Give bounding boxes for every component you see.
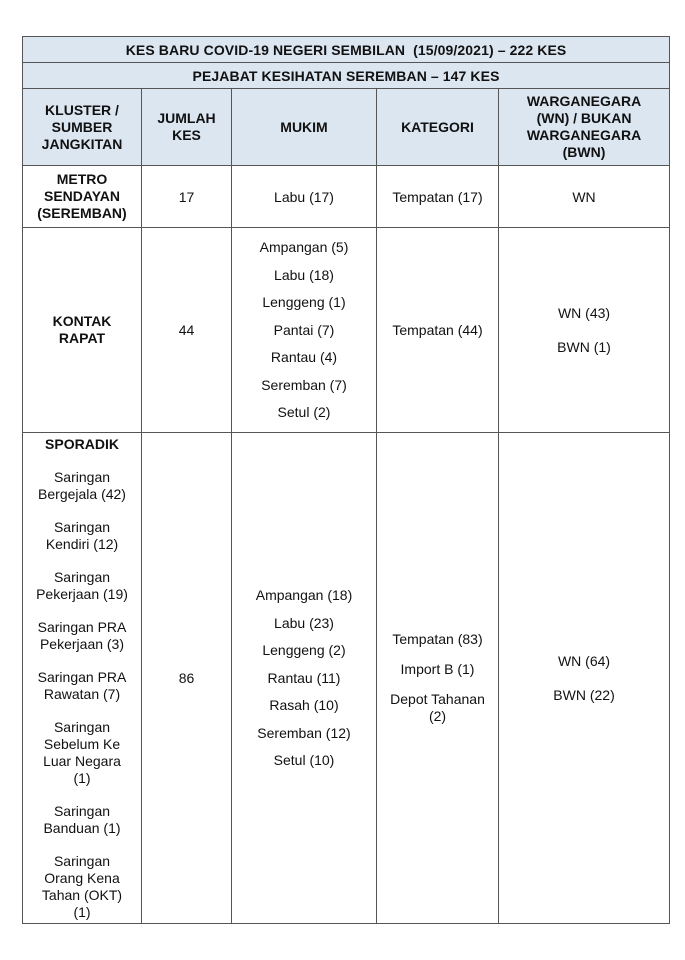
subitem-line: Saringan (53, 718, 111, 735)
mukim-item: Seremban (12) (257, 724, 351, 741)
header-wn-line: WARGANEGARA (526, 127, 642, 143)
header-mukim: MUKIM (232, 89, 377, 166)
wn-item: BWN (22) (553, 686, 615, 703)
table-title-row (23, 37, 670, 63)
subitem-line: Tahan (OKT) (41, 886, 123, 903)
jumlah-cell: 17 (142, 166, 232, 228)
subitem-line: Pekerjaan (19) (36, 585, 128, 602)
table-row (23, 433, 670, 924)
kluster-subitem (29, 719, 135, 787)
mukim-item: Labu (18) (274, 266, 334, 283)
subitem-line: Rawatan (7) (43, 685, 121, 702)
wn-item: BWN (1) (557, 338, 611, 355)
header-jumlah-line: JUMLAH (157, 110, 216, 126)
mukim-item: Seremban (7) (261, 376, 347, 393)
kluster-subitem (29, 569, 135, 603)
table-subtitle: PEJABAT KESIHATAN SEREMBAN – 147 KES (23, 63, 670, 89)
covid-case-table (22, 36, 670, 924)
subitem-line: Pekerjaan (3) (39, 635, 125, 652)
kluster-line: RAPAT (58, 330, 106, 346)
subitem-line: Luar Negara (43, 752, 121, 769)
table-row (23, 166, 670, 228)
header-wn-line: WARGANEGARA (526, 93, 642, 109)
header-kluster (23, 89, 142, 166)
mukim-cell: Labu (17) (232, 166, 377, 228)
subitem-line: Orang Kena (44, 869, 120, 886)
mukim-item: Rasah (10) (269, 697, 339, 713)
subitem-line: (1) (73, 769, 91, 786)
subitem-line: (1) (73, 903, 91, 920)
header-jumlah-line: KES (172, 127, 201, 143)
jumlah-cell: 44 (142, 228, 232, 433)
header-kluster-line: SUMBER (51, 118, 113, 135)
kluster-subitem (29, 469, 135, 503)
kluster-cell (23, 433, 142, 924)
header-kategori: KATEGORI (377, 89, 499, 166)
kluster-line: KONTAK (52, 313, 112, 329)
wn-item: WN (43) (557, 304, 611, 321)
header-kluster-line: JANGKITAN (41, 135, 123, 152)
subitem-line: Saringan (53, 468, 111, 485)
kluster-subitem (29, 803, 135, 837)
mukim-item: Pantai (7) (273, 321, 335, 338)
wn-cell (499, 433, 670, 924)
header-kluster-line: KLUSTER / (45, 101, 119, 118)
kategori-item: Depot Tahanan (2) (390, 691, 485, 724)
mukim-item: Setul (2) (277, 404, 331, 420)
kluster-cell (23, 166, 142, 228)
mukim-item: Rantau (11) (267, 669, 341, 686)
column-header-row (23, 89, 670, 166)
mukim-item: Ampangan (18) (255, 587, 353, 603)
wn-cell: WN (499, 166, 670, 228)
header-wn-line: (BWN) (562, 144, 606, 160)
mukim-cell (232, 433, 377, 924)
kategori-cell: Tempatan (44) (377, 228, 499, 433)
subitem-line: Sebelum Ke (43, 735, 121, 752)
subitem-line: Banduan (1) (43, 819, 121, 836)
subitem-line: Bergejala (42) (38, 485, 126, 502)
subitem-line: Saringan (53, 802, 111, 819)
header-jumlah (142, 89, 232, 166)
mukim-item: Rantau (4) (270, 349, 338, 365)
mukim-item: Lenggeng (2) (262, 642, 346, 658)
kategori-item: Tempatan (83) (392, 631, 483, 647)
kluster-cell (23, 228, 142, 433)
kluster-subitem (29, 619, 135, 653)
mukim-item: Ampangan (5) (259, 239, 349, 255)
subitem-line: Saringan (53, 852, 111, 869)
table-subtitle-row (23, 63, 670, 89)
kluster-subitem (29, 853, 135, 921)
mukim-item: Lenggeng (1) (262, 294, 346, 310)
kluster-line: SENDAYAN (44, 188, 120, 204)
kategori-cell: Tempatan (17) (377, 166, 499, 228)
kategori-cell (377, 433, 499, 924)
kluster-title: SPORADIK (45, 435, 119, 452)
subitem-line: Saringan (53, 518, 111, 535)
kluster-subitem (29, 669, 135, 703)
header-wn-line: (WN) / BUKAN (536, 110, 632, 126)
kategori-item: Import B (1) (400, 661, 475, 677)
subitem-line: Saringan (53, 568, 111, 585)
mukim-item: Labu (23) (274, 614, 334, 631)
kluster-subitem (29, 519, 135, 553)
subitem-line: Saringan PRA (37, 618, 127, 635)
kluster-line: METRO (56, 171, 108, 187)
wn-cell (499, 228, 670, 433)
mukim-item: Setul (10) (273, 752, 335, 768)
jumlah-cell: 86 (142, 433, 232, 924)
mukim-cell (232, 228, 377, 433)
table-title: KES BARU COVID-19 NEGERI SEMBILAN (15/09/2021) – 222 KES (23, 37, 670, 63)
subitem-line: Kendiri (12) (45, 535, 119, 552)
subitem-line: Saringan PRA (37, 668, 127, 685)
header-warganegara (499, 89, 670, 166)
table-row (23, 228, 670, 433)
wn-item: WN (64) (557, 652, 611, 669)
kluster-line: (SEREMBAN) (37, 205, 127, 221)
